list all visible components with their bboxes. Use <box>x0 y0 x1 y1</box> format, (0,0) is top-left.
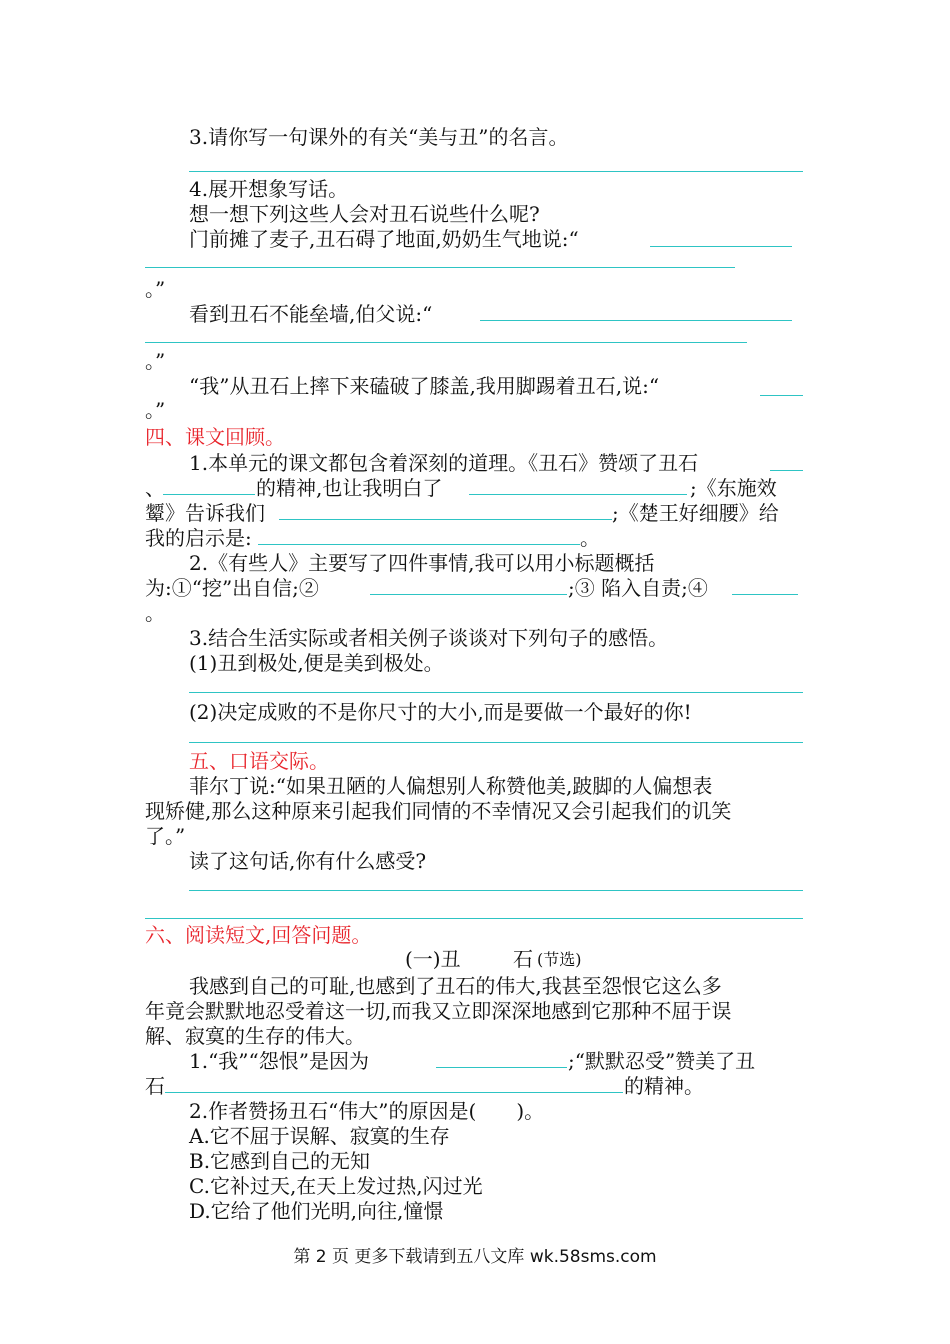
answer-blank[interactable] <box>732 594 798 595</box>
s6-q1-line2: 石 <box>145 1074 165 1098</box>
q4-title: 4.展开想象写话。 <box>189 177 349 201</box>
answer-blank[interactable] <box>189 692 803 693</box>
answer-blank[interactable] <box>189 742 803 743</box>
s4-p1-comma: 、 <box>145 476 165 500</box>
q4-b-end: 。” <box>145 349 166 373</box>
passage-line1: 我感到自己的可耻,也感到了丑石的伟大,我甚至怨恨它这么多 <box>189 974 722 998</box>
s4-p2-line2-mid: ;③ 陷入自责;④ <box>568 576 708 600</box>
s4-p1-line3: 颦》告诉我们 <box>145 501 265 525</box>
option-c[interactable]: C.它补过天,在天上发过热,闪过光 <box>189 1174 483 1198</box>
s4-p1-line2: 的精神,也让我明白了 <box>256 476 443 500</box>
s4-p3-item2: (2)决定成败的不是你尺寸的大小,而是要做一个最好的你! <box>189 700 692 724</box>
s6-q2: 2.作者赞扬丑石“伟大”的原因是( )。 <box>189 1099 545 1123</box>
passage-line3: 解、寂寞的生存的伟大。 <box>145 1024 365 1048</box>
q4-b-text: 看到丑石不能垒墙,伯父说:“ <box>189 302 433 326</box>
page-footer: 第 2 页 更多下载请到五八文库 wk.58sms.com <box>293 1247 657 1267</box>
s5-question: 读了这句话,你有什么感受? <box>189 849 427 873</box>
q4-a-text: 门前摊了麦子,丑石碍了地面,奶奶生气地说:“ <box>189 227 579 251</box>
s4-p1-line4: 我的启示是: <box>145 526 252 550</box>
passage-title-a: (一)丑 <box>405 947 461 971</box>
s5-line1: 菲尔丁说:“如果丑陋的人偏想别人称赞他美,跛脚的人偏想表 <box>189 774 713 798</box>
passage-title-b: 石 <box>513 947 533 971</box>
q4-c-text: “我”从丑石上摔下来磕破了膝盖,我用脚踢着丑石,说:“ <box>189 374 660 398</box>
answer-blank[interactable] <box>436 1067 567 1068</box>
answer-blank[interactable] <box>258 544 580 545</box>
s4-p2-line1: 2.《有些人》主要写了四件事情,我可以用小标题概括 <box>189 551 655 575</box>
answer-blank[interactable] <box>189 890 803 891</box>
s5-line2: 现矫健,那么这种原来引起我们同情的不幸情况又会引起我们的讥笑 <box>145 799 732 823</box>
passage-line2: 年竟会默默地忍受着这一切,而我又立即深深地感到它那种不屈于误 <box>145 999 732 1023</box>
answer-blank[interactable] <box>480 320 792 321</box>
s4-p2-line3: 。 <box>145 601 165 625</box>
answer-blank[interactable] <box>370 594 567 595</box>
s4-p1-line2-end: ;《东施效 <box>690 476 777 500</box>
answer-blank[interactable] <box>163 494 255 495</box>
answer-blank[interactable] <box>770 470 803 471</box>
q4-c-end: 。” <box>145 398 166 422</box>
answer-blank[interactable] <box>165 1092 623 1093</box>
answer-blank[interactable] <box>145 267 735 268</box>
answer-blank[interactable] <box>145 918 803 919</box>
answer-blank[interactable] <box>760 395 803 396</box>
answer-blank[interactable] <box>469 494 687 495</box>
option-b[interactable]: B.它感到自己的无知 <box>189 1149 371 1173</box>
s6-q1-line2-end: 的精神。 <box>624 1074 704 1098</box>
option-d[interactable]: D.它给了他们光明,向往,憧憬 <box>189 1199 444 1223</box>
answer-blank[interactable] <box>189 171 803 172</box>
s4-p3: 3.结合生活实际或者相关例子谈谈对下列句子的感悟。 <box>189 626 669 650</box>
s6-q1-line1: 1.“我”“怨恨”是因为 <box>189 1049 369 1073</box>
s4-p2-line2: 为:①“挖”出自信;② <box>145 576 319 600</box>
q4-a-end: 。” <box>145 277 166 301</box>
answer-blank[interactable] <box>145 342 747 343</box>
q3-text: 3.请你写一句课外的有关“美与丑”的名言。 <box>189 125 569 149</box>
s4-p1-line3-end: ;《楚王好细腰》给 <box>612 501 779 525</box>
section-4-heading: 四、课文回顾。 <box>145 425 285 449</box>
q4-intro: 想一想下列这些人会对丑石说些什么呢? <box>189 202 540 226</box>
s4-p1-line4-end: 。 <box>580 526 600 550</box>
s6-q1-line1-end: ;“默默忍受”赞美了丑 <box>568 1049 756 1073</box>
s4-p3-item1: (1)丑到极处,便是美到极处。 <box>189 651 444 675</box>
section-5-heading: 五、口语交际。 <box>189 749 329 773</box>
s4-p1-line1: 1.本单元的课文都包含着深刻的道理。《丑石》赞颂了丑石 <box>189 451 699 475</box>
answer-blank[interactable] <box>650 246 792 247</box>
passage-title-note: (节选) <box>537 950 582 969</box>
s5-line3: 了。” <box>145 824 186 848</box>
option-a[interactable]: A.它不屈于误解、寂寞的生存 <box>189 1124 450 1148</box>
answer-blank[interactable] <box>279 519 612 520</box>
section-6-heading: 六、阅读短文,回答问题。 <box>145 923 372 947</box>
